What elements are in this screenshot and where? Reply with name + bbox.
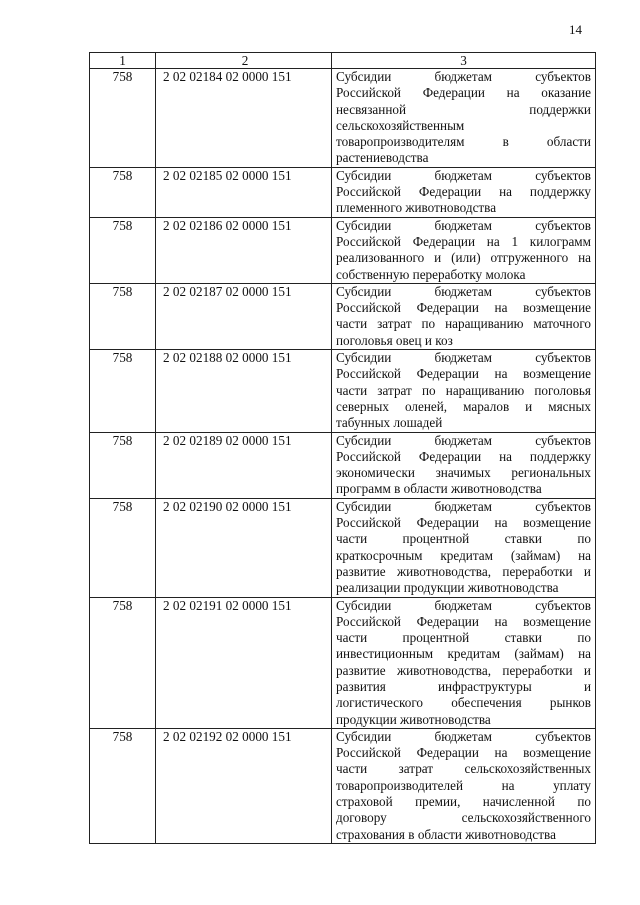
description-line: Российской Федерации на возмещение [336,613,591,629]
revenue-description-cell [332,283,596,349]
description-line: товаропроизводителей на уплату [336,777,591,793]
administrator-code-cell: 758 [90,69,156,168]
revenue-description-cell [332,597,596,728]
description-line: инвестиционным кредитам (займам) на [336,646,591,662]
table-row [90,217,596,283]
description-line: Субсидии бюджетам субъектов [336,350,591,366]
description-line: части процентной ставки по [336,531,591,547]
description-line: Российской Федерации на возмещение [336,515,591,531]
revenue-code-cell: 2 02 02186 02 0000 151 [156,217,332,283]
table-row [90,498,596,597]
description-line: растениеводства [336,150,429,166]
description-line: северных оленей, маралов и мясных [336,398,591,414]
description-line: Российской Федерации на поддержку [336,184,591,200]
table-row [90,167,596,217]
revenue-description-cell [332,217,596,283]
description-line: страхования в области животноводства [336,826,556,842]
description-line: Субсидии бюджетам субъектов [336,498,591,514]
administrator-code-cell: 758 [90,167,156,217]
description-line: Российской Федерации на 1 килограмм [336,233,591,249]
table-row [90,69,596,168]
description-line: части затрат по наращиванию маточного [336,316,591,332]
description-line: краткосрочным кредитам (займам) на [336,547,591,563]
description-line: логистического обеспечения рынков [336,695,591,711]
description-line: экономически значимых региональных [336,465,591,481]
revenue-description-cell [332,69,596,168]
description-line: Субсидии бюджетам субъектов [336,69,591,84]
table-row [90,728,596,843]
description-line: Российской Федерации на оказание [336,85,591,101]
administrator-code-cell: 758 [90,597,156,728]
revenue-code-cell: 2 02 02189 02 0000 151 [156,432,332,498]
description-line: Субсидии бюджетам субъектов [336,728,591,744]
description-line: Субсидии бюджетам субъектов [336,283,591,299]
description-line: развития инфраструктуры и [336,678,591,694]
description-line: развитие животноводства, переработки и [336,662,591,678]
revenue-code-cell: 2 02 02191 02 0000 151 [156,597,332,728]
description-line: развитие животноводства, переработки и [336,563,591,579]
description-line: товаропроизводителям в области [336,134,591,150]
table-row [90,283,596,349]
revenue-description-cell [332,498,596,597]
description-line: Субсидии бюджетам субъектов [336,597,591,613]
description-line: Российской Федерации на поддержку [336,448,591,464]
description-line: страховой премии, начисленной по [336,794,591,810]
revenue-code-cell: 2 02 02185 02 0000 151 [156,167,332,217]
table-row [90,597,596,728]
administrator-code-cell: 758 [90,350,156,432]
column-header-3: 3 [332,53,596,69]
table-row [90,432,596,498]
revenue-code-cell: 2 02 02188 02 0000 151 [156,350,332,432]
description-line: Субсидии бюджетам субъектов [336,217,591,233]
description-line: табунных лошадей [336,415,443,431]
revenue-description-cell [332,167,596,217]
description-line: Российской Федерации на возмещение [336,300,591,316]
description-line: сельскохозяйственным [336,117,465,133]
page-number: 14 [569,22,582,37]
budget-codes-table [89,52,596,844]
description-line: части затрат по наращиванию поголовья [336,382,591,398]
description-line: части затрат сельскохозяйственных [336,761,591,777]
revenue-description-cell [332,350,596,432]
table-header-row [90,53,596,69]
description-line: реализации продукции животноводства [336,580,559,596]
description-line: Субсидии бюджетам субъектов [336,432,591,448]
administrator-code-cell: 758 [90,728,156,843]
description-line: собственную переработку молока [336,266,526,282]
column-header-1: 1 [90,53,156,69]
column-header-2: 2 [156,53,332,69]
description-line: несвязанной поддержки [336,101,591,117]
revenue-code-cell: 2 02 02187 02 0000 151 [156,283,332,349]
administrator-code-cell: 758 [90,217,156,283]
administrator-code-cell: 758 [90,283,156,349]
description-line: продукции животноводства [336,711,491,727]
description-line: племенного животноводства [336,200,497,216]
revenue-code-cell: 2 02 02190 02 0000 151 [156,498,332,597]
description-line: части процентной ставки по [336,630,591,646]
revenue-description-cell [332,432,596,498]
description-line: Российской Федерации на возмещение [336,745,591,761]
administrator-code-cell: 758 [90,498,156,597]
description-line: Субсидии бюджетам субъектов [336,167,591,183]
description-line: Российской Федерации на возмещение [336,366,591,382]
revenue-description-cell [332,728,596,843]
table-row [90,350,596,432]
description-line: программ в области животноводства [336,481,542,497]
revenue-code-cell: 2 02 02184 02 0000 151 [156,69,332,168]
description-line: поголовья овец и коз [336,332,453,348]
revenue-code-cell: 2 02 02192 02 0000 151 [156,728,332,843]
description-line: реализованного и (или) отгруженного на [336,250,591,266]
description-line: договору сельскохозяйственного [336,810,591,826]
administrator-code-cell: 758 [90,432,156,498]
